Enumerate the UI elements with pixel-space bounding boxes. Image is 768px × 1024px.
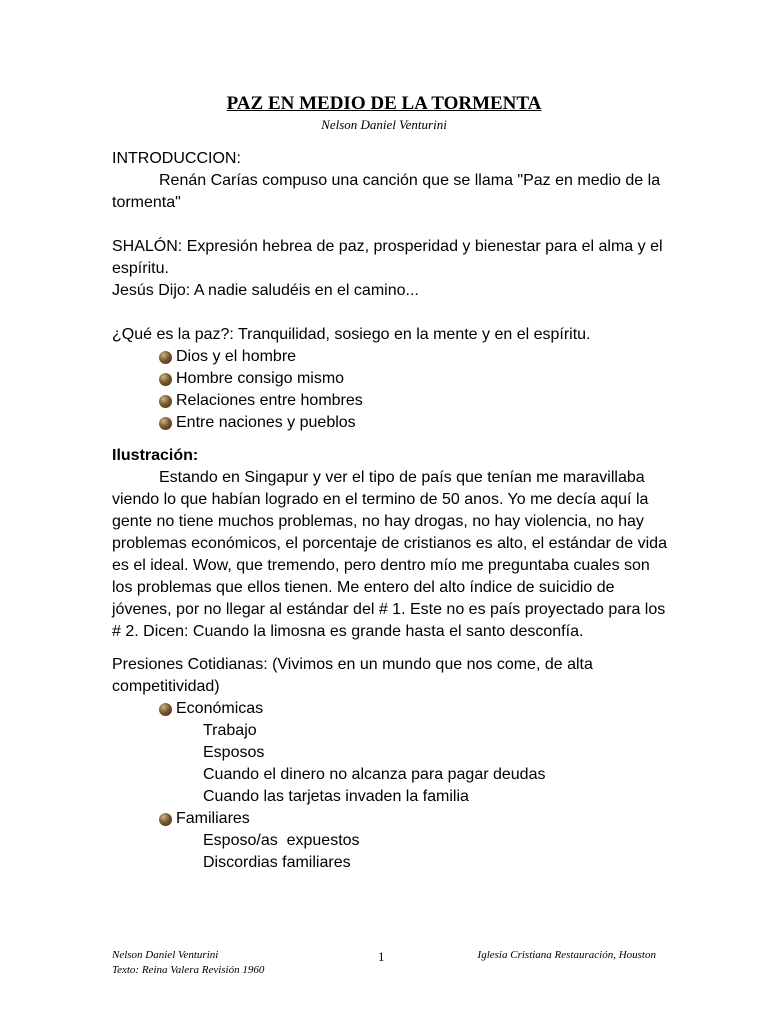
footer-author: Nelson Daniel Venturini: [112, 949, 219, 961]
jesus-quote: Jesús Dijo: A nadie saludéis en el camino...: [112, 282, 419, 299]
paz-question: ¿Qué es la paz?: Tranquilidad, sosiego en la mente y en el espíritu.: [112, 326, 591, 343]
list-item-label: Entre naciones y pueblos: [176, 414, 356, 431]
sub-list-item: Discordias familiares: [203, 854, 351, 871]
footer-left: [112, 948, 264, 978]
bullet-ball-icon: [159, 351, 172, 364]
author-subtitle: Nelson Daniel Venturini: [321, 117, 447, 132]
list-item: [112, 412, 672, 434]
footer-text-source: Texto: Reina Valera Revisión 1960: [112, 964, 265, 976]
sub-list-item: Esposos: [203, 744, 265, 761]
shalon-definition: SHALÓN: Expresión hebrea de paz, prosperidad y bienestar para el alma y el espíritu.: [112, 238, 663, 277]
list-item-label: Económicas: [176, 700, 264, 717]
illustration-heading: Ilustración:: [112, 447, 199, 464]
bullet-ball-icon: [159, 813, 172, 826]
sub-list-item: Trabajo: [203, 722, 257, 739]
sub-list-item: Cuando el dinero no alcanza para pagar deudas: [203, 766, 546, 783]
sub-list-item: Cuando las tarjetas invaden la familia: [203, 788, 469, 805]
list-item: [112, 698, 672, 720]
intro-paragraph: Renán Carías compuso una canción que se llama "Paz en medio de la tormenta": [112, 172, 661, 211]
list-item-label: Relaciones entre hombres: [176, 392, 363, 409]
footer-church: Iglesia Cristiana Restauración, Houston: [477, 949, 656, 961]
bullet-ball-icon: [159, 417, 172, 430]
list-item-label: Hombre consigo mismo: [176, 370, 345, 387]
document-body: [112, 148, 672, 874]
list-item-label: Dios y el hombre: [176, 348, 297, 365]
bullet-ball-icon: [159, 703, 172, 716]
bullet-ball-icon: [159, 373, 172, 386]
list-item: [112, 368, 672, 390]
pressures-heading: Presiones Cotidianas: (Vivimos en un mundo que nos come, de alta competitividad): [112, 656, 593, 695]
illustration-paragraph: Estando en Singapur y ver el tipo de país que tenían me maravillaba viendo lo que habían logrado en el termino de 50 anos. Yo me decía aquí la gente no tiene muchos problemas, no hay drogas, no hay violencia, no hay problemas económicos, el porcentaje de cristianos es alto, el estándar de vida es el ideal. Wow, que tremendo, pero dentro mío me preguntaba cuales son los problemas que ellos tienen. Me entero del alto índice de suicidio de jóvenes, por no llegar al estándar del # 1. Este no es país proyectado para los # 2. Dicen: Cuando la limosna es grande hasta el santo desconfía.: [112, 469, 667, 640]
intro-heading: INTRODUCCION:: [112, 150, 241, 167]
list-item: [112, 808, 672, 830]
list-item: [112, 390, 672, 412]
list-item: [112, 346, 672, 368]
list-item-label: Familiares: [176, 810, 250, 827]
page-title: PAZ EN MEDIO DE LA TORMENTA: [226, 93, 542, 114]
sub-list-item: Esposo/as expuestos: [203, 832, 360, 849]
bullet-ball-icon: [159, 395, 172, 408]
page-number: 1: [378, 949, 385, 964]
